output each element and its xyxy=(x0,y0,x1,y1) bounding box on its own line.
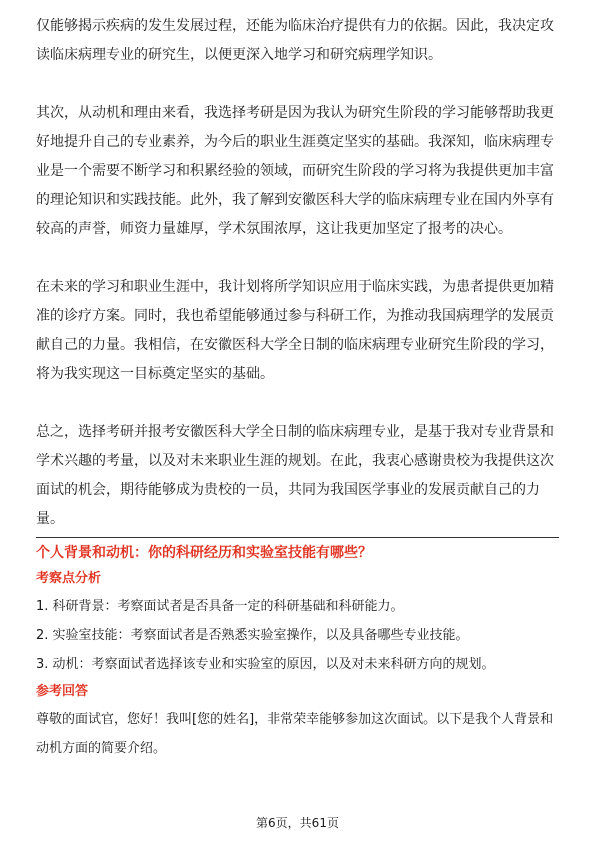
analysis-heading: 考察点分析 xyxy=(36,571,102,586)
analysis-point-2: 2. 实验室技能：考察面试者是否熟悉实验室操作，以及具备哪些专业技能。 xyxy=(36,628,469,643)
page-number: 第6页，共61页 xyxy=(256,816,339,830)
answer-heading: 参考回答 xyxy=(36,684,89,699)
body-paragraph-1: 仅能够揭示疾病的发生发展过程，还能为临床治疗提供有力的依据。因此，我决定攻读临床病理专业的研究生，以便更深入地学习和研究病理学知识。 xyxy=(36,18,554,63)
analysis-point-1: 1. 科研背景：考察面试者是否具备一定的科研基础和科研能力。 xyxy=(36,599,404,614)
question-title: 个人背景和动机：你的科研经历和实验室技能有哪些？ xyxy=(36,545,372,561)
analysis-point-3: 3. 动机：考察面试者选择该专业和实验室的原因，以及对未来科研方向的规划。 xyxy=(36,657,495,672)
answer-text: 尊敬的面试官，您好！我叫[您的姓名]，非常荣幸能够参加这次面试。以下是我个人背景和动机方面的简要介绍。 xyxy=(36,712,554,756)
body-paragraph-2: 其次，从动机和理由来看，我选择考研是因为我认为研究生阶段的学习能够帮助我更好地提升自己的专业素养，为今后的职业生涯奠定坚实的基础。我深知，临床病理专业是一个需要不断学习和积累经验的领域，而研究生阶段的学习将为我提供更加丰富的理论知识和实践技能。此外，我了解到安徽医科大学的临床病理专业在国内外享有较高的声誉，师资力量雄厚，学术氛围浓厚，这让我更加坚定了报考的决心。 xyxy=(36,105,554,237)
body-paragraph-4: 总之，选择考研并报考安徽医科大学全日制的临床病理专业，是基于我对专业背景和学术兴趣的考量，以及对未来职业生涯的规划。在此，我衷心感谢贵校为我提供这次面试的机会，期待能够成为贵校的一员，共同为我国医学事业的发展贡献自己的力量。 xyxy=(36,424,554,527)
document-page xyxy=(36,12,559,763)
body-paragraph-3: 在未来的学习和职业生涯中，我计划将所学知识应用于临床实践，为患者提供更加精准的诊疗方案。同时，我也希望能够通过参与科研工作，为推动我国病理学的发展贡献自己的力量。我相信，在安徽医科大学全日制的临床病理专业研究生阶段的学习，将为我实现这一目标奠定坚实的基础。 xyxy=(36,279,554,382)
section-divider xyxy=(36,537,559,538)
